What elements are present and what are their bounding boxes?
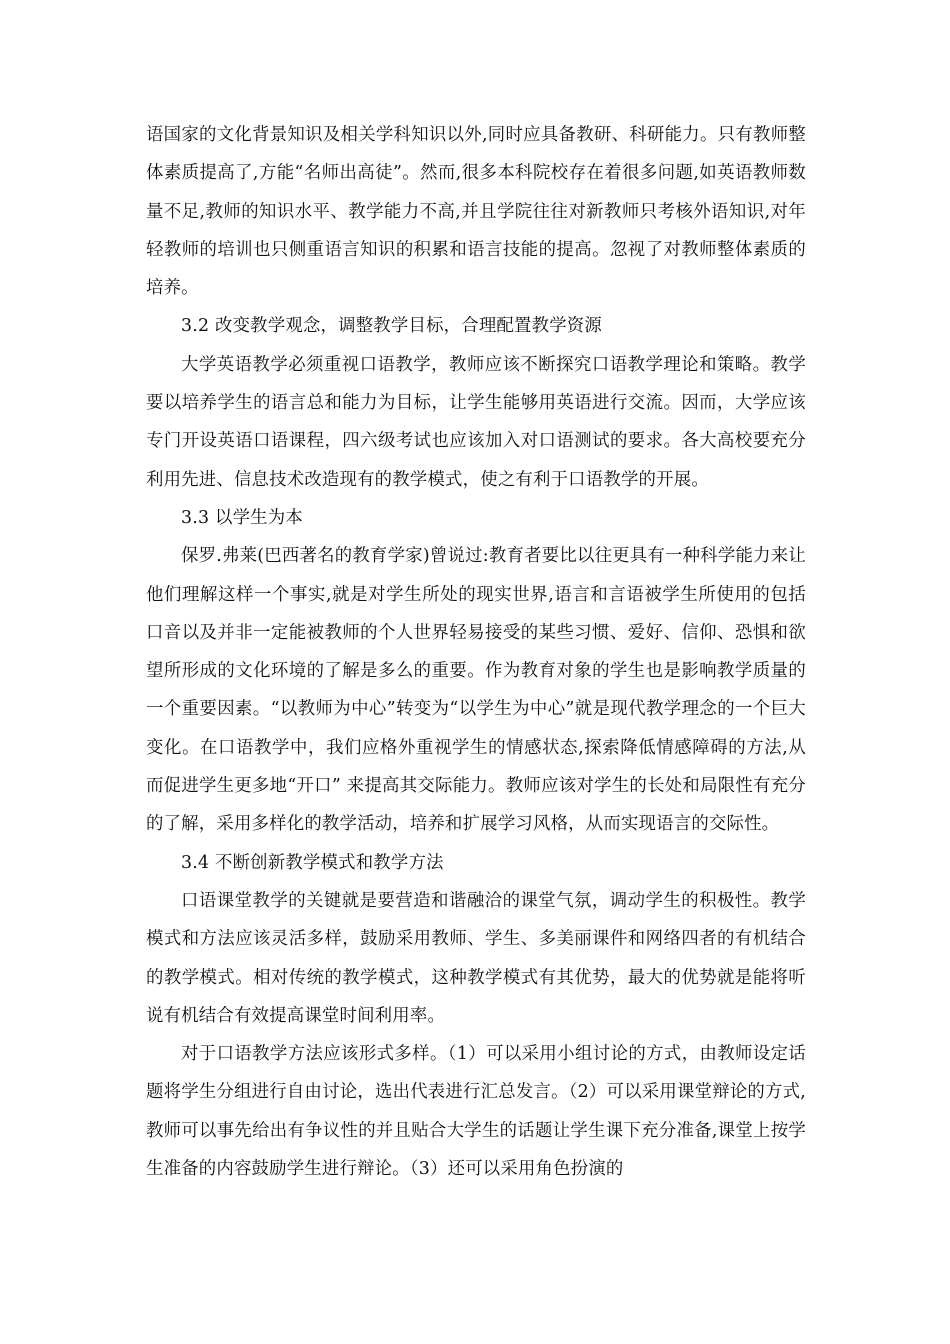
section-heading-3-3: 3.3 以学生为本 bbox=[181, 507, 303, 528]
paragraph-teaching-concept: 大学英语教学必须重视口语教学，教师应该不断探究口语教学理论和策略。教学要以培养学生的语言总和能力为目标，让学生能够用英语进行交流。因而，大学应该专门开设英语口语课程，四六级考试也应该加入对口语测试的要求。各大高校要充分利用先进、信息技术改造现有的教学模式，使之有利于口语教学的开展。 bbox=[146, 354, 806, 490]
section-heading-3-4: 3.4 不断创新教学模式和教学方法 bbox=[181, 852, 444, 873]
document-body bbox=[146, 116, 806, 1188]
paragraph-student-centered: 保罗.弗莱(巴西著名的教育学家)曾说过:教育者要比以往更具有一种科学能力来让他们理解这样一个事实,就是对学生所处的现实世界,语言和言语被学生所使用的包括口音以及并非一定能被教师的个人世界轻易接受的某些习惯、爱好、信仰、恐惧和欲望所形成的文化环境的了解是多么的重要。作为教育对象的学生也是影响教学质量的一个重要因素。“以教师为中心”转变为“以学生为中心”就是现代教学理念的一个巨大变化。在口语教学中，我们应格外重视学生的情感状态,探索降低情感障碍的方法,从而促进学生更多地“开口” 来提高其交际能力。教师应该对学生的长处和局限性有充分的了解，采用多样化的教学活动，培养和扩展学习风格，从而实现语言的交际性。 bbox=[146, 546, 806, 835]
section-heading-3-2: 3.2 改变教学观念，调整教学目标，合理配置教学资源 bbox=[181, 316, 602, 337]
paragraph-teacher-quality: 语国家的文化背景知识及相关学科知识以外,同时应具备教研、科研能力。只有教师整体素质提高了,方能“名师出高徒”。然而,很多本科院校存在着很多问题,如英语教师数量不足,教师的知识水平、教学能力不高,并且学院往往对新教师只考核外语知识,对年轻教师的培训也只侧重语言知识的积累和语言技能的提高。忽视了对教师整体素质的培养。 bbox=[146, 125, 806, 299]
paragraph-teaching-methods: 对于口语教学方法应该形式多样。（1）可以采用小组讨论的方式，由教师设定话题将学生分组进行自由讨论，选出代表进行汇总发言。（2）可以采用课堂辩论的方式,教师可以事先给出有争议性的并且贴合大学生的话题让学生课下充分准备,课堂上按学生准备的内容鼓励学生进行辩论。（3）还可以采用角色扮演的 bbox=[146, 1044, 806, 1180]
paragraph-teaching-mode: 口语课堂教学的关键就是要营造和谐融洽的课堂气氛，调动学生的积极性。教学模式和方法应该灵活多样，鼓励采用教师、学生、多美丽课件和网络四者的有机结合的教学模式。相对传统的教学模式，这种教学模式有其优势，最大的优势就是能将听说有机结合有效提高课堂时间利用率。 bbox=[146, 890, 806, 1026]
